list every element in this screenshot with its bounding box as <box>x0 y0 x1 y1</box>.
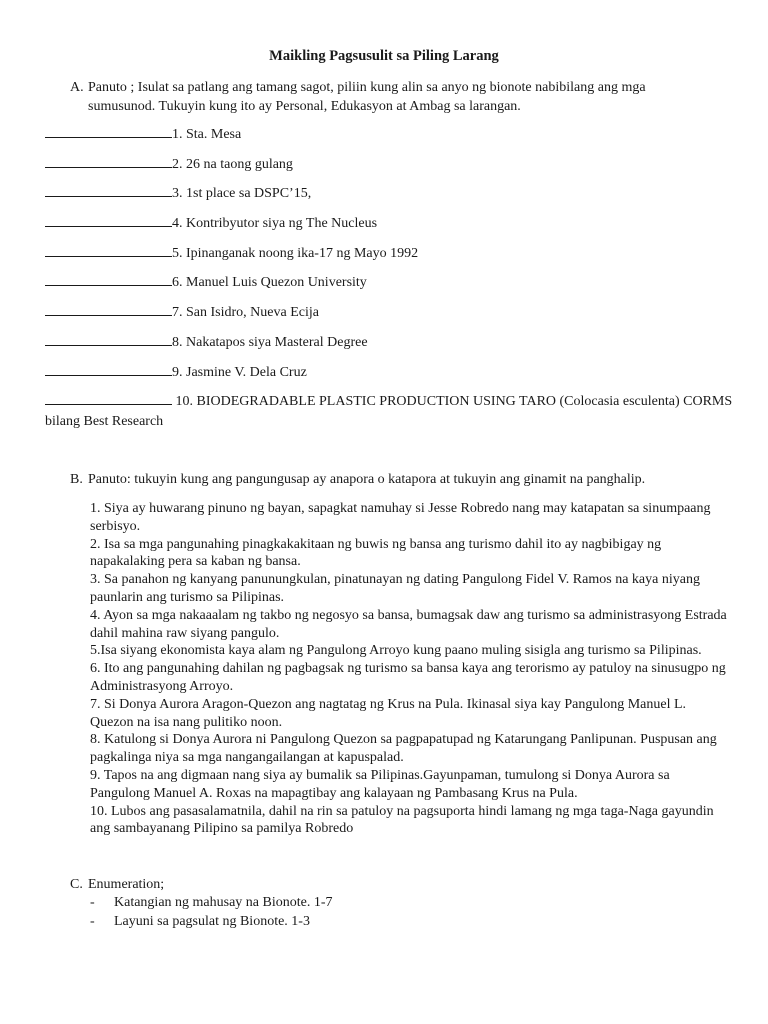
section-b-letter: B. <box>70 472 83 487</box>
section-a-letter: A. <box>70 80 84 95</box>
section-c-instructions: Enumeration; <box>88 877 165 892</box>
list-item <box>90 893 333 912</box>
answer-item-text: 7. San Isidro, Nueva Ecija <box>172 305 319 321</box>
answer-item <box>45 302 735 332</box>
section-b-items <box>90 500 730 838</box>
list-item: 7. Si Donya Aurora Aragon-Quezon ang nagtatag ng Krus na Pula. Ikinasal siya kay Pangulong Manuel L. Quezon na isa nang pulitiko noon. <box>90 696 687 730</box>
answer-item <box>45 243 735 273</box>
answer-blank[interactable] <box>45 362 172 376</box>
section-b-instructions: Panuto: tukuyin kung ang pangungusap ay anapora o katapora at tukuyin ang ginamit na panghalip. <box>88 472 646 487</box>
answer-item <box>45 272 735 302</box>
answer-item <box>45 362 735 392</box>
list-item-text: Layuni sa pagsulat ng Bionote. 1-3 <box>114 914 310 929</box>
section-c-items <box>90 893 333 931</box>
list-item: 2. Isa sa mga pangunahing pinagkakakitaan ng buwis ng bansa ang turismo dahil ito ay nagbibigay ng napakalaking pera sa kaban ng bansa. <box>90 536 662 570</box>
answer-item <box>45 183 735 213</box>
list-item: 3. Sa panahon ng kanyang panunungkulan, pinatunayan ng dating Pangulong Fidel V. Ramos na kaya niyang paunlarin ang turismo sa Pilipinas. <box>90 572 700 605</box>
section-c-letter: C. <box>70 877 83 892</box>
answer-blank[interactable] <box>45 183 172 197</box>
answer-item-text: 5. Ipinanganak noong ika-17 ng Mayo 1992 <box>172 245 419 261</box>
answer-blank[interactable] <box>45 272 172 286</box>
answer-item-text: 6. Manuel Luis Quezon University <box>172 275 367 291</box>
answer-blank[interactable] <box>45 154 172 168</box>
list-item: 10. Lubos ang pasasalamatnila, dahil na rin sa patuloy na pagsuporta hindi lamang ng mga taga-Naga gayundin ang sambayanang Pilipino sa pamilya Robredo <box>90 803 714 837</box>
section-a-instructions: Panuto ; Isulat sa patlang ang tamang sagot, piliin kung alin sa anyo ng bionote nabibilang ang mga sumusunod. Tukuyin kung ito ay Personal, Edukasyon at Ambag sa larangan. <box>88 80 646 114</box>
answer-blank[interactable] <box>45 302 172 316</box>
answer-blank[interactable] <box>45 124 172 138</box>
section-b-header <box>70 470 730 489</box>
dash-bullet: - <box>90 914 95 929</box>
answer-item <box>45 332 735 362</box>
answer-blank[interactable] <box>45 213 172 227</box>
list-item: 6. Ito ang pangunahing dahilan ng pagbagsak ng turismo sa bansa kaya ang terorismo ay patuloy na sinusugpo ng Administrasyong Arroyo. <box>90 661 726 694</box>
dash-bullet: - <box>90 895 95 910</box>
answer-item <box>45 391 735 432</box>
answer-item <box>45 213 735 243</box>
answer-item-text: 10. BIODEGRADABLE PLASTIC PRODUCTION USING TARO (Colocasia esculenta) CORMS bilang Best Research <box>45 394 733 430</box>
page-title: Maikling Pagsusulit sa Piling Larang <box>269 48 499 64</box>
list-item: 9. Tapos na ang digmaan nang siya ay bumalik sa Pilipinas.Gayunpaman, tumulong si Donya Aurora sa Pangulong Manuel A. Roxas na mapagtibay ang kalayaan ng Pambasang Krus na Pula. <box>90 767 670 801</box>
answer-item-text: 8. Nakatapos siya Masteral Degree <box>172 334 368 350</box>
list-item: 8. Katulong si Donya Aurora ni Pangulong Quezon sa pagpapatupad ng Katarungang Panlipunan. Puspusan ang pagkalinga niya sa mga nangangailangan at kapuspalad. <box>90 732 717 766</box>
answer-item-text: 4. Kontribyutor siya ng The Nucleus <box>172 216 378 232</box>
answer-item-text: 9. Jasmine V. Dela Cruz <box>172 364 307 380</box>
list-item <box>90 912 333 931</box>
answer-item <box>45 124 735 154</box>
answer-item-text: 2. 26 na taong gulang <box>172 156 293 172</box>
list-item: 4. Ayon sa mga nakaaalam ng takbo ng negosyo sa bansa, bumagsak daw ang turismo sa administrasyong Estrada dahil mahina raw siyang pangulo. <box>90 607 727 641</box>
list-item: 5.Isa siyang ekonomista kaya alam ng Pangulong Arroyo kung paano muling sisigla ang turismo sa Pilipinas. <box>90 643 702 659</box>
answer-item <box>45 154 735 184</box>
section-a-items <box>45 124 735 432</box>
section-c-header <box>70 875 710 894</box>
answer-blank[interactable] <box>45 243 172 257</box>
answer-blank[interactable] <box>45 391 172 405</box>
answer-item-text: 3. 1st place sa DSPC’15, <box>172 186 312 202</box>
list-item-text: Katangian ng mahusay na Bionote. 1-7 <box>114 895 333 910</box>
section-a-header <box>70 78 710 116</box>
answer-blank[interactable] <box>45 332 172 346</box>
answer-item-text: 1. Sta. Mesa <box>172 127 242 142</box>
list-item: 1. Siya ay huwarang pinuno ng bayan, sapagkat namuhay si Jesse Robredo nang may katapatan sa sinumpaang serbisyo. <box>90 501 711 534</box>
